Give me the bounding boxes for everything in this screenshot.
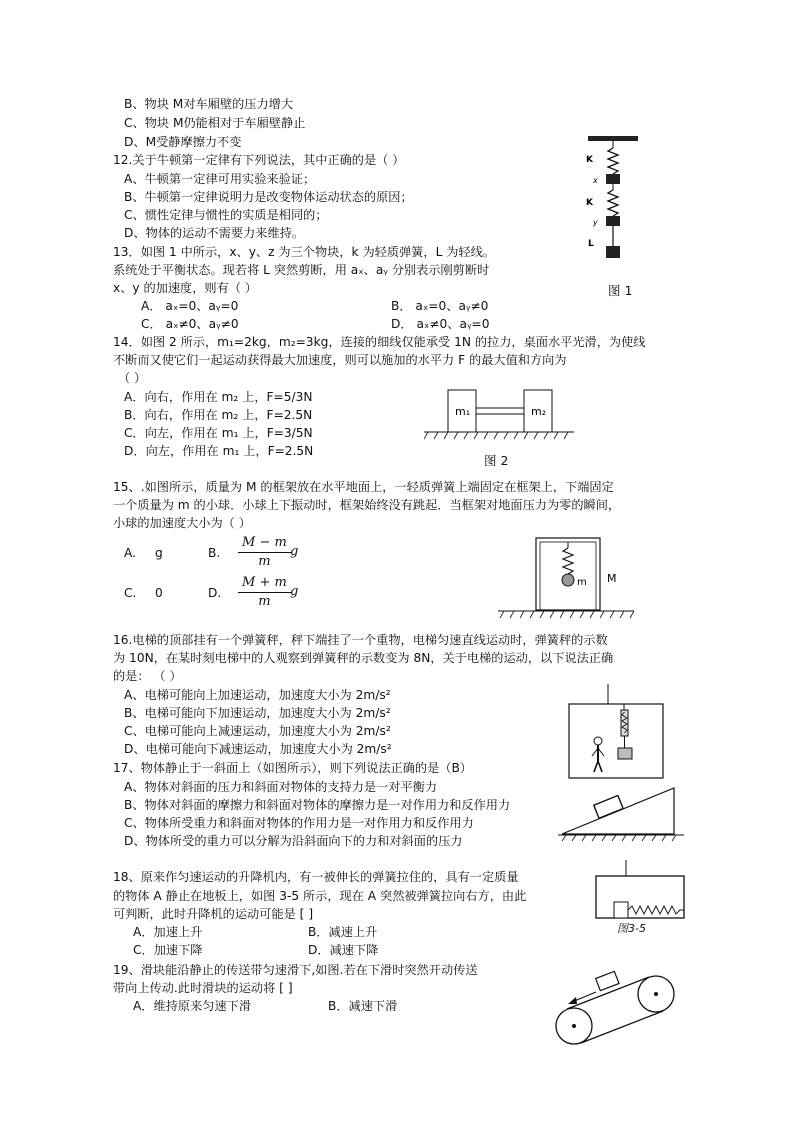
q17-option-a: A、物体对斜面的压力和斜面对物体的支持力是一对平衡力 bbox=[124, 780, 438, 794]
q13-option-d: D． aₓ≠0、aᵧ=0 bbox=[391, 317, 490, 331]
figure-2-caption: 图 2 bbox=[484, 453, 509, 468]
q14-stem-line3: （ ） bbox=[118, 371, 147, 385]
q16-option-b: B、电梯可能向下加速运动，加速度大小为 2m/s² bbox=[124, 706, 391, 720]
q13-option-c: C． aₓ≠0、aᵧ≠0 bbox=[141, 317, 239, 331]
q16-stem-line3: 的是： （ ） bbox=[113, 669, 182, 683]
q15-option-c-label: C. bbox=[124, 586, 137, 600]
q14-option-d: D．向左，作用在 m₁ 上，F=2.5N bbox=[124, 444, 314, 458]
q18-stem-line3: 可判断，此时升降机的运动可能是 [ ] bbox=[113, 907, 314, 921]
q15-option-b-fraction bbox=[238, 534, 291, 571]
q15-option-b-label: B. bbox=[208, 546, 221, 560]
fig1-label-x: x bbox=[593, 176, 598, 185]
q13-option-b: B． aₓ=0、aᵧ≠0 bbox=[391, 299, 489, 313]
q19-stem-line1: 19、滑块能沿静止的传送带匀速滑下,如图.若在下滑时突然开动传送 bbox=[113, 963, 478, 977]
q16-option-c: C、电梯可能向上减速运动，加速度大小为 2m/s² bbox=[124, 724, 391, 738]
figure-3-5-caption: 图3-5 bbox=[617, 922, 646, 935]
q16-option-d: D、电梯可能向下减速运动，加速度大小为 2m/s² bbox=[124, 742, 392, 756]
figure-q17-incline bbox=[556, 778, 686, 842]
fig2-label-m1: m₁ bbox=[455, 405, 471, 418]
q17-option-d: D、物体所受的重力可以分解为沿斜面向下的力和对斜面的压力 bbox=[124, 834, 463, 848]
q18-stem-line1: 18、原来作匀速运动的升降机内，有一被伸长的弹簧拉住的，具有一定质量 bbox=[113, 870, 519, 884]
q18-option-b: B．减速上升 bbox=[308, 925, 378, 939]
q13-stem-line2: 系统处于平衡状态。现若将 L 突然剪断，用 aₓ、aᵧ 分别表示刚剪断时 bbox=[113, 263, 490, 277]
q15-stem-line3: 小球的加速度大小为（ ） bbox=[113, 516, 251, 530]
q14-option-b: B．向右，作用在 m₂ 上，F=2.5N bbox=[124, 408, 313, 422]
fig2-label-m2: m₂ bbox=[531, 405, 547, 418]
q17-option-c: C、物体所受重力和斜面对物体的作用力是一对作用力和反作用力 bbox=[124, 816, 474, 830]
q11-option-c: C、物块 M仍能相对于车厢壁静止 bbox=[124, 116, 306, 130]
q15-option-d-numerator: M + m bbox=[238, 574, 291, 593]
fig-q15-label-frame: M bbox=[607, 572, 617, 585]
q16-stem-line2: 为 10N，在某时刻电梯中的人观察到弹簧秤的示数变为 8N，关于电梯的运动，以下说法正确 bbox=[113, 651, 614, 665]
q15-option-d-label: D. bbox=[208, 586, 222, 600]
q15-option-a-label: A. bbox=[124, 546, 136, 560]
q18-option-a: A．加速上升 bbox=[133, 925, 203, 939]
q12-option-c: C、惯性定律与惯性的实质是相同的； bbox=[124, 208, 328, 222]
q15-option-c-value: 0 bbox=[155, 586, 163, 600]
figure-q19-conveyor bbox=[552, 964, 684, 1048]
q13-stem-line3: x、y 的加速度，则有（ ） bbox=[113, 281, 258, 295]
q15-option-b-numerator: M − m bbox=[238, 534, 291, 553]
q12-option-a: A、牛顿第一定律可用实验来验证； bbox=[124, 172, 316, 186]
q19-option-b: B．减速下滑 bbox=[328, 999, 398, 1013]
q18-stem-line2: 的物体 A 静止在地板上，如图 3-5 所示，现在 A 突然被弹簧拉向右方，由此 bbox=[113, 889, 527, 903]
q15-option-b-g: g bbox=[290, 544, 299, 559]
q17-stem: 17、物体静止于一斜面上（如图所示），则下列说法正确的是（B） bbox=[113, 761, 473, 775]
q16-stem-line1: 16.电梯的顶部挂有一个弹簧秤，秤下端挂了一个重物，电梯匀速直线运动时，弹簧秤的示数 bbox=[113, 633, 608, 647]
figure-1-spring-system bbox=[580, 134, 650, 284]
q15-stem-line2: 一个质量为 m 的小球．小球上下振动时，框架始终没有跳起．当框架对地面压力为零的瞬间， bbox=[113, 498, 621, 512]
q14-option-a: A．向右，作用在 m₂ 上，F=5/3N bbox=[124, 390, 313, 404]
q13-option-a: A． aₓ=0、aᵧ=0 bbox=[141, 299, 239, 313]
q11-option-b: B、物块 M对车厢壁的压力增大 bbox=[124, 97, 294, 111]
figure-1-caption: 图 1 bbox=[608, 283, 633, 298]
fig-q15-label-ball: m bbox=[577, 577, 587, 588]
figure-2-two-blocks bbox=[424, 386, 574, 442]
q19-option-a: A．维持原来匀速下滑 bbox=[133, 999, 252, 1013]
q18-option-d: D．减速下降 bbox=[308, 943, 379, 957]
q15-stem-line1: 15、.如图所示，质量为 M 的框架放在水平地面上，一轻质弹簧上端固定在框架上，下端固定 bbox=[113, 480, 614, 494]
figure-q16-elevator bbox=[566, 684, 666, 780]
q19-stem-line2: 带向上传动.此时滑块的运动将 [ ] bbox=[113, 981, 293, 995]
q14-option-c: C．向左，作用在 m₁ 上，F=3/5N bbox=[124, 426, 313, 440]
q13-stem-line1: 13．如图 1 中所示，x、y、z 为三个物块，k 为轻质弹簧，L 为轻线。 bbox=[113, 245, 495, 259]
q15-option-a-value: g bbox=[155, 546, 163, 560]
q18-option-c: C．加速下降 bbox=[133, 943, 203, 957]
q14-stem-line2: 不断而又使它们一起运动获得最大加速度，则可以施加的水平力 F 的最大值和方向为 bbox=[113, 353, 567, 367]
q12-stem: 12.关于牛顿第一定律有下列说法，其中正确的是（ ） bbox=[113, 153, 405, 167]
q15-option-d-denominator: m bbox=[258, 594, 271, 609]
q15-option-d-g: g bbox=[290, 584, 299, 599]
q11-option-d: D、M受静摩擦力不变 bbox=[124, 135, 242, 149]
q14-stem-line1: 14．如图 2 所示，m₁=2kg，m₂=3kg，连接的细线仅能承受 1N 的拉力，桌面水平光滑，为使线 bbox=[113, 335, 646, 349]
fig1-label-y: y bbox=[593, 218, 598, 227]
q16-option-a: A、电梯可能向上加速运动，加速度大小为 2m/s² bbox=[124, 688, 391, 702]
fig1-label-k2: K bbox=[586, 198, 593, 208]
fig1-label-k1: K bbox=[586, 155, 593, 165]
q12-option-b: B、牛顿第一定律说明力是改变物体运动状态的原因； bbox=[124, 190, 413, 204]
q15-option-b-denominator: m bbox=[258, 554, 271, 569]
fig1-label-l: L bbox=[588, 239, 594, 249]
figure-3-5-lift bbox=[592, 860, 688, 922]
q12-option-d: D、物体的运动不需要力来维持。 bbox=[124, 226, 305, 240]
figure-q15-frame-spring-ball bbox=[496, 534, 636, 620]
q15-option-d-fraction bbox=[238, 574, 291, 611]
q17-option-b: B、物体对斜面的摩擦力和斜面对物体的摩擦力是一对作用力和反作用力 bbox=[124, 798, 511, 812]
